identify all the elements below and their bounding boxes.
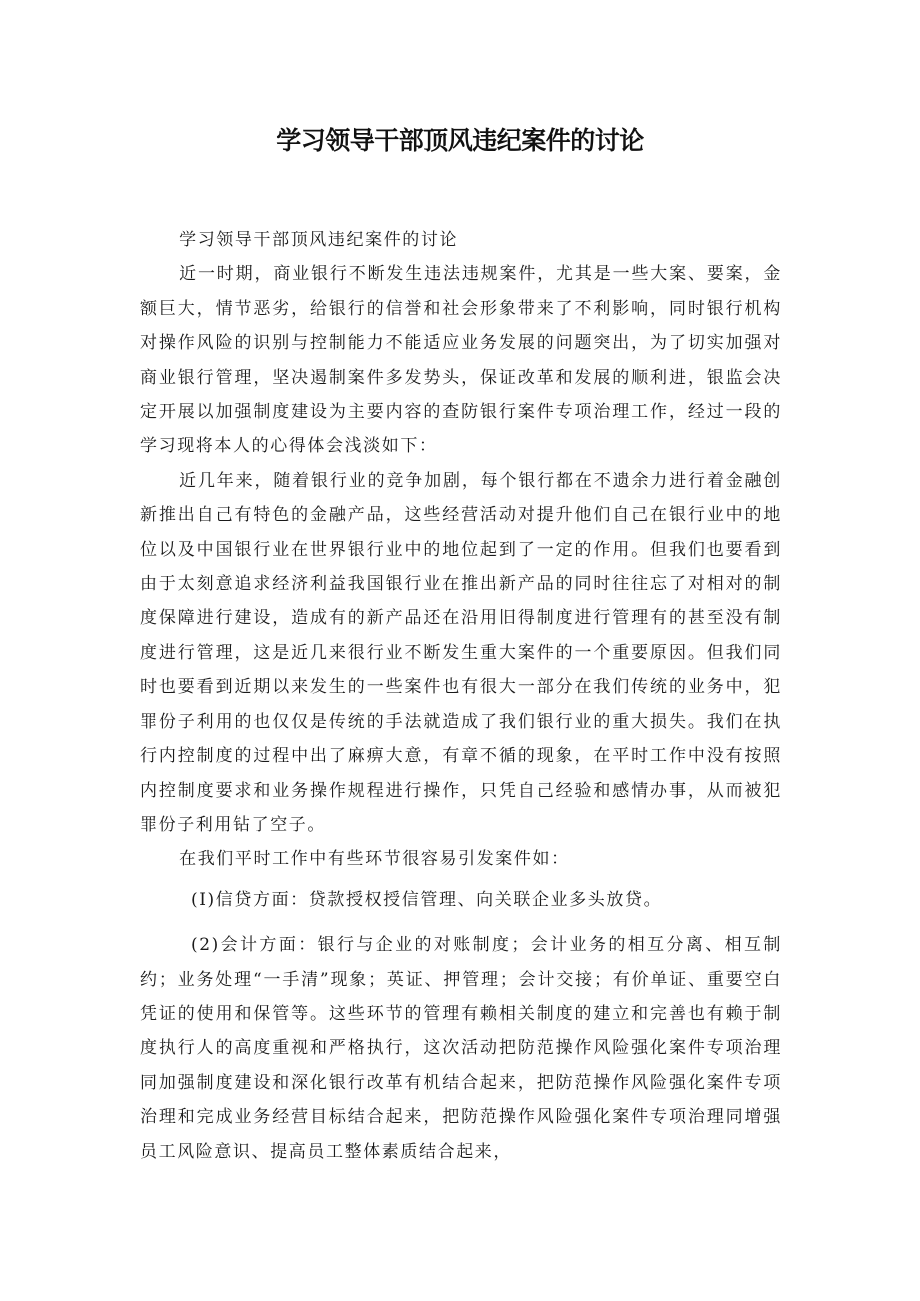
paragraph-intro: 近一时期，商业银行不断发生违法违规案件，尤其是一些大案、要案，金额巨大，情节恶劣，给银行的信誉和社会形象带来了不利影响，同时银行机构对操作风险的识别与控制能力不能适应业务发展的问题突出，为了切实加强对商业银行管理，坚决遏制案件多发势头，保证改革和发展的顺利进，银监会决定开展以加强制度建设为主要内容的查防银行案件专项治理工作，经过一段的学习现将本人的心得体会浅淡如下：: [140, 264, 782, 457]
document-title: 学习领导干部顶风违纪案件的讨论: [276, 126, 644, 155]
list-item-credit: (I)信贷方面：贷款授权授信管理、向关联企业多头放贷。: [191, 889, 663, 910]
paragraph-subtitle: 学习领导干部顶风违纪案件的讨论: [179, 230, 459, 250]
list-item-accounting: (2)会计方面：银行与企业的对账制度；会计业务的相互分离、相互制约；业务处理“一手清”现象；英证、押管理；会计交接；有价单证、重要空白凭证的使用和保管等。这些环节的管理有赖相关制度的建立和完善也有赖于制度执行人的高度重视和严格执行，这次活动把防范操作风险强化案件专项治理同加强制度建设和深化银行改革有机结合起来，把防范操作风险强化案件专项治理和完成业务经营目标结合起来，把防范操作风险强化案件专项治理同增强员工风险意识、提高员工整体素质结合起来，: [140, 935, 782, 1162]
document-body: [140, 223, 782, 1169]
paragraph-analysis: 近几年来，随着银行业的竞争加剧，每个银行都在不遗余力进行着金融创新推出自己有特色的金融产品，这些经营活动对提升他们自己在银行业中的地位以及中国银行业在世界银行业中的地位起到了一定的作用。但我们也要看到由于太刻意追求经济利益我国银行业在推出新产品的同时往往忘了对相对的制度保障进行建设，造成有的新产品还在沿用旧得制度进行管理有的甚至没有制度进行管理，这是近几来很行业不断发生重大案件的一个重要原因。但我们同时也要看到近期以来发生的一些案件也有很大一部分在我们传统的业务中，犯罪份子利用的也仅仅是传统的手法就造成了我们银行业的重大损失。我们在执行内控制度的过程中出了麻痹大意，有章不循的现象，在平时工作中没有按照内控制度要求和业务操作规程进行操作，只凭自己经验和感情办事，从而被犯罪份子利用钻了空子。: [140, 470, 782, 835]
paragraph-risk-intro: 在我们平时工作中有些环节很容易引发案件如：: [179, 849, 570, 870]
